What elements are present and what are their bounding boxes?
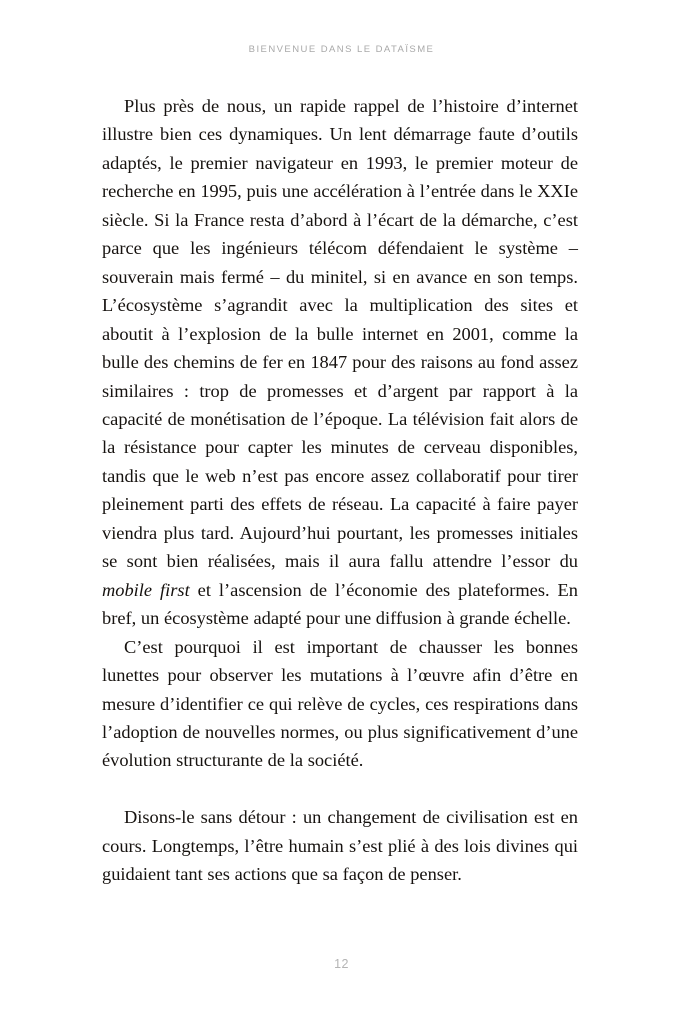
italic-phrase: mobile first (102, 579, 190, 600)
running-head: BIENVENUE DANS LE DATAÏSME (248, 44, 435, 55)
paragraph: C’est pourquoi il est important de chausser les bonnes lunettes pour observer les mutations à l’œuvre afin d’être en mesure d’identifier ce qui relève de cycles, ces respirations dans l’adoption de nouvelles normes, ou plus significativement d’une évolution structurante de la société. (102, 636, 578, 771)
page-number: 12 (334, 957, 349, 971)
body-text-block (102, 92, 578, 889)
paragraph (102, 92, 578, 633)
paragraph: Disons-le sans détour : un changement de civilisation est en cours. Longtemps, l’être humain s’est plié à des lois divines qui guidaient tant ses actions que sa façon de penser. (102, 807, 578, 885)
paragraph-text-before-italic: Plus près de nous, un rapide rappel de l’histoire d’internet illustre bien ces dynamiques. Un lent démarrage faute d’outils adaptés, le premier navigateur en 1993, le premier moteur de recherche en 1995, puis une accélération à l’entrée dans le XXIe siècle. Si la France resta d’abord à l’écart de la démarche, c’est parce que les ingénieurs télécom défendaient le système – souverain mais fermé – du minitel, si en avance en son temps. L’écosystème s’agrandit avec la multiplication des sites et aboutit à l’explosion de la bulle internet en 2001, comme la bulle des chemins de fer en 1847 pour des raisons au fond assez similaires : trop de promesses et d’argent par rapport à la capacité de monétisation de l’époque. La télévision fait alors de la résistance pour capter les minutes de cerveau disponibles, tandis que le web n’est pas encore assez collaboratif pour tirer pleinement parti des effets de réseau. La capacité à faire payer viendra plus tard. Aujourd’hui pourtant, les promesses initiales se sont bien réalisées, mais il aura fallu attendre l’essor du (102, 96, 578, 572)
paragraph-text-after-italic: et l’ascension de l’économie des plateformes. En bref, un écosystème adapté pour une diffusion à grande échelle. (102, 579, 578, 629)
